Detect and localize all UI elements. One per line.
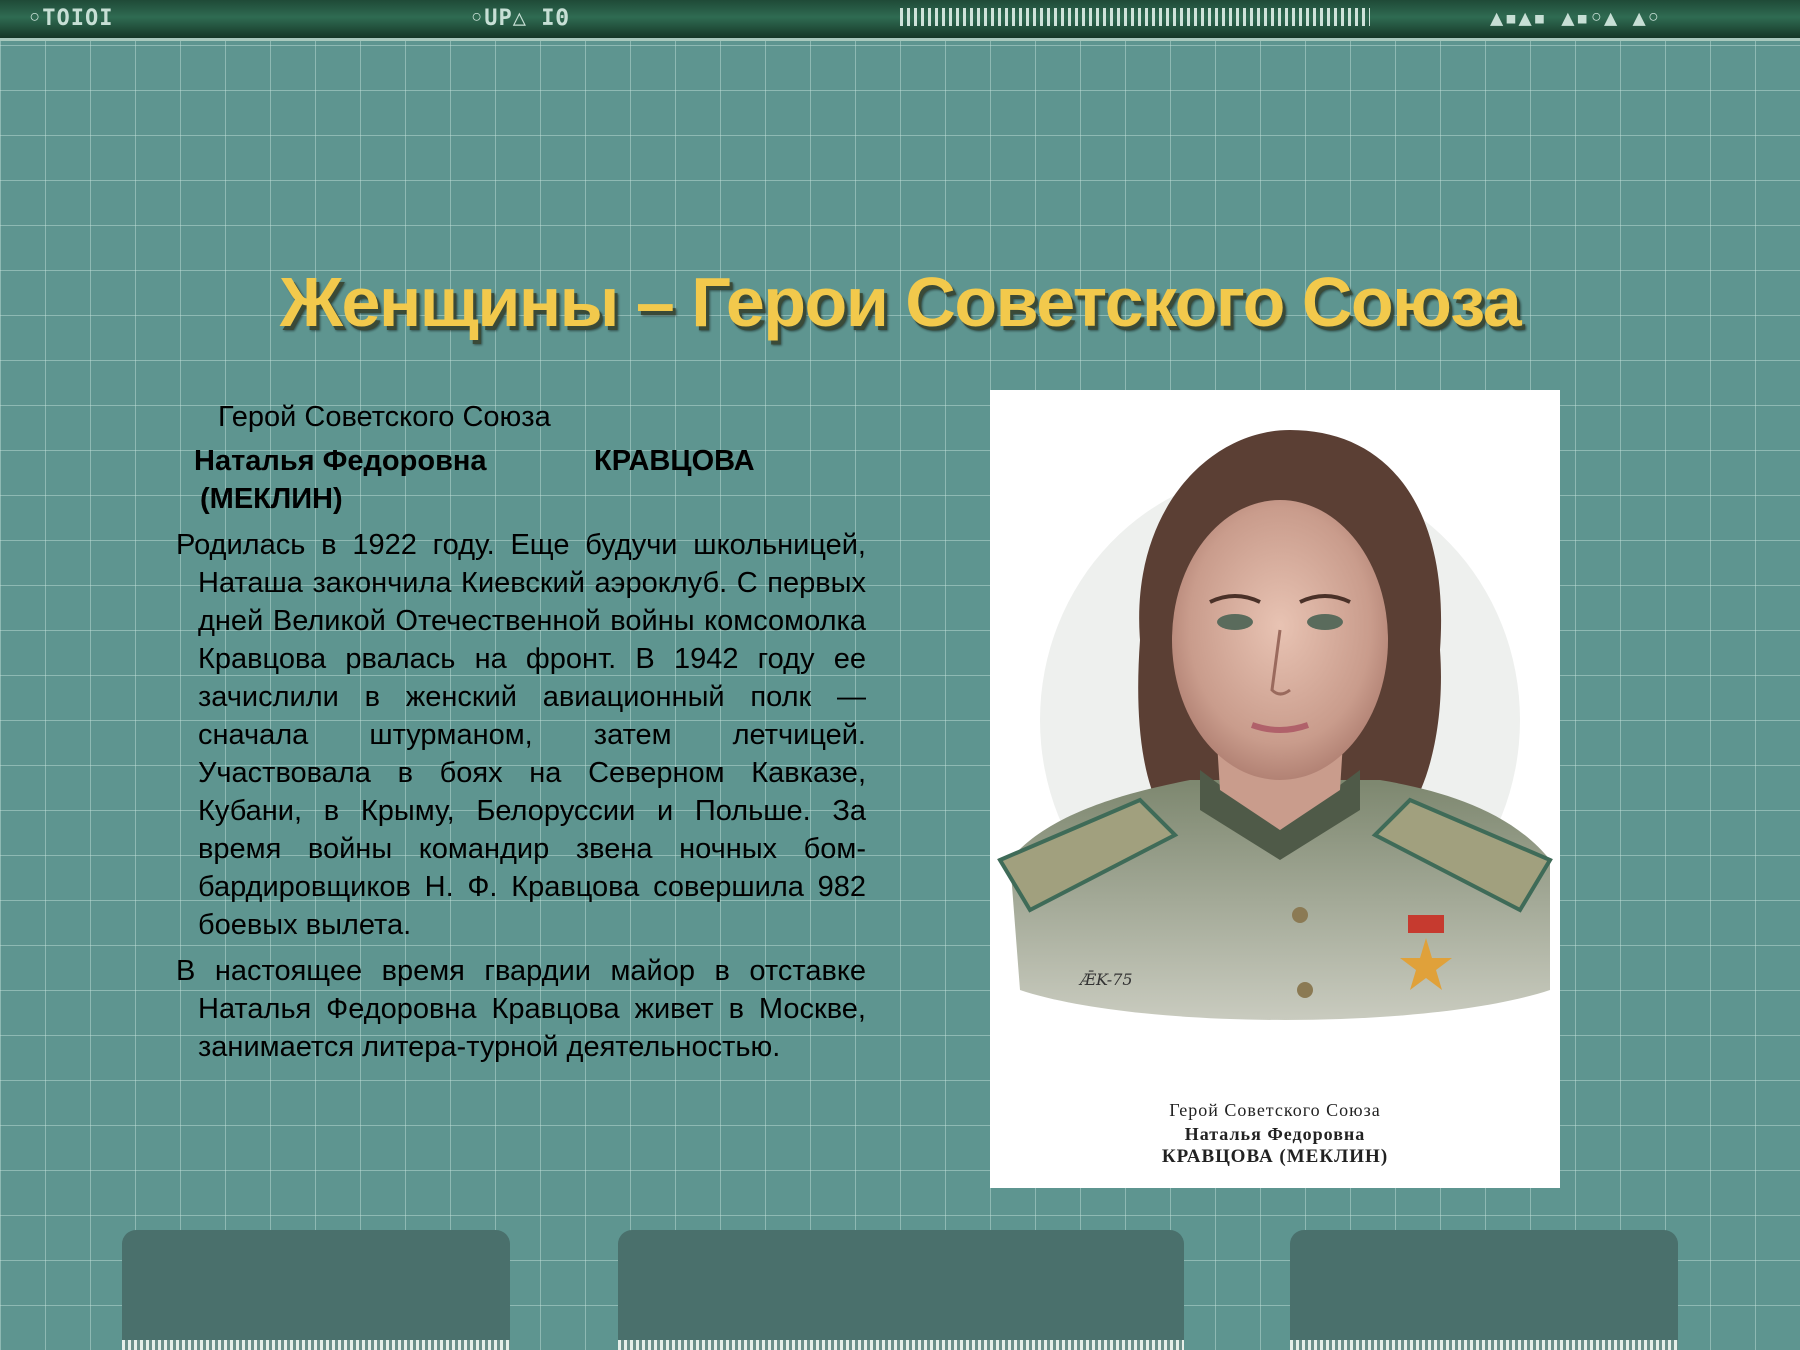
bio-paragraph-1: Родилась в 1922 году. Еще будучи школьницей, Наташа закончила Киевский аэроклуб. С первых дней Великой Отечественной войны комсомолка Кравцова рвалась на фронт. В 1942 году ее зачислили в женский авиационный полк — сначала штурманом, затем летчицей. Участвовала в боях на Северном Кавказе, Кубани, в Крыму, Белоруссии и Польше. За время войны командир звена ночных бом-бардировщиков Н. Ф. Кравцова совершила 982 боевых вылета. [176, 529, 866, 941]
bio-text-block [176, 398, 866, 1066]
bottom-tab-left [122, 1230, 510, 1350]
artist-signature: ǢK-75 [1080, 970, 1133, 989]
header-strip-digits: ◦TOIOI [28, 6, 114, 31]
header-strip-icons: ▲▪▲▪ ▲▪◦▲ ▲◦ [1490, 6, 1661, 31]
header-strip-ticks [900, 8, 1370, 26]
slide-title: Женщины – Герои Советского Союза [279, 263, 1521, 341]
portrait-caption-name: Наталья Федоровна [1184, 1124, 1366, 1144]
portrait-illustration [990, 390, 1560, 1090]
hero-first-names: Наталья Федоровна [194, 445, 487, 477]
portrait-caption-surname: КРАВЦОВА (МЕКЛИН) [1161, 1146, 1389, 1167]
bottom-tab-right [1290, 1230, 1678, 1350]
portrait-card [990, 390, 1560, 1188]
hero-title-line: Герой Советского Союза [218, 401, 551, 433]
bottom-tab-center [618, 1230, 1184, 1350]
portrait-caption-title: Герой Советского Союза [1169, 1100, 1381, 1120]
hero-maiden-name: (МЕКЛИН) [200, 483, 343, 515]
header-strip-symbols: ◦UP△ ΙΘ [470, 6, 570, 31]
hero-surname: КРАВЦОВА [594, 445, 755, 477]
decorative-header-strip [0, 0, 1800, 41]
bio-paragraph-2: В настоящее время гвардии майор в отставке Наталья Федоровна Кравцова живет в Москве, занимается литера-турной деятельностью. [176, 955, 866, 1063]
hero-name-row [176, 442, 866, 480]
